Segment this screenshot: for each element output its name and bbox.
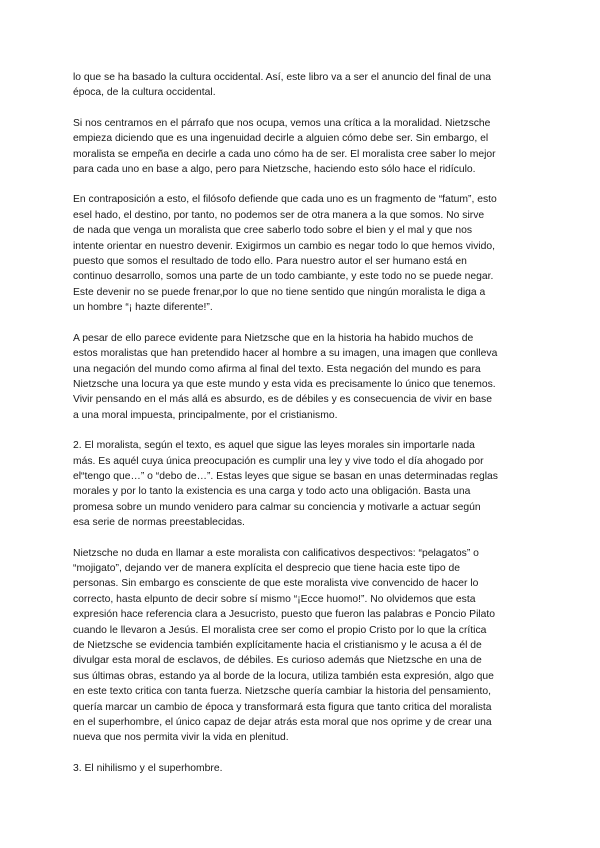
text-line: personas. Sin embargo es consciente de que este moralista vive convencido de hacer lo <box>73 578 479 590</box>
text-line: correcto, hasta elpunto de decir sobre sí mismo “¡Ecce huomo!”. No olvidemos que esta <box>73 593 476 605</box>
text-line: puesto que somos el resultado de todo ello. Para nuestro autor el ser humano está en <box>73 256 467 268</box>
text-line: 3. El nihilismo y el superhombre. <box>73 762 223 774</box>
text-line: divulgar esta moral de esclavos, de débiles. Es curioso además que Nietzsche en una de <box>73 655 482 667</box>
paragraph <box>73 192 535 315</box>
text-line: lo que se ha basado la cultura occidental. Así, este libro va a ser el anuncio del final de una <box>73 72 492 83</box>
text-line: en el superhombre, el único capaz de dejar atrás esta moral que nos oprime y de crear una <box>73 717 492 729</box>
text-line: en este texto critica con tanta fuerza. Nietzsche quería cambiar la historia del pensamiento, <box>73 686 491 698</box>
paragraph <box>73 438 535 530</box>
text-line: un hombre “¡ hazte diferente!”. <box>73 302 213 314</box>
text-line: expresión hace referencia clara a Jesucristo, puesto que fueron las palabras e Poncio Pilato <box>73 609 496 621</box>
text-line: época, de la cultura occidental. <box>73 87 216 99</box>
text-line: de nada que venga un moralista que cree saberlo todo sobre el bien y el mal y que nos <box>73 225 473 237</box>
text-line: Vivir pensando en el más allá es absurdo, es de débiles y es consecuencia de vivir en base <box>73 394 492 406</box>
text-line: continuo desarrollo, somos una parte de un todo cambiante, y este todo no se puede negar. <box>73 271 494 283</box>
document-body <box>73 70 535 791</box>
text-line: “mojigato”, dejando ver de manera explícita el desprecio que tiene hacia este tipo de <box>73 562 460 574</box>
text-line: más. Es aquél cuya única preocupación es cumplir una ley y vive todo el día ahogado por <box>73 455 484 467</box>
text-line: morales y por lo tanto la existencia es una carga y todo acto una obligación. Basta una <box>73 486 471 498</box>
text-line: estos moralistas que han pretendido hacer al hombre a su imagen, una imagen que conlleva <box>73 348 498 360</box>
text-line: esel hado, el destino, por tanto, no podemos ser de otra manera a la que somos. No sirve <box>73 209 485 221</box>
text-line: Nietzsche una locura ya que este mundo y esta vida es precisamente lo único que tenemos. <box>73 378 496 390</box>
text-line: empieza diciendo que es una ingenuidad decirle a alguien cómo debe ser. Sin embargo, el <box>73 133 489 145</box>
text-line: 2. El moralista, según el texto, es aquel que sigue las leyes morales sin importarle nada <box>73 440 475 452</box>
text-line: moralista se empeña en decirle a cada uno cómo ha de ser. El moralista cree saber lo mejor <box>73 148 496 160</box>
paragraph <box>73 546 535 746</box>
text-line: para cada uno en base a algo, pero para Nietzsche, haciendo esto sólo hace el ridículo. <box>73 164 476 176</box>
text-line: una negación del mundo como afirma al final del texto. Esta negación del mundo es para <box>73 363 481 375</box>
paragraph <box>73 70 535 101</box>
text-line: Este devenir no se puede frenar,por lo que no tiene sentido que ningún moralista le diga a <box>73 286 486 298</box>
text-line: promesa sobre un mundo venidero para calmar su conciencia y motivarle a actuar según <box>73 501 481 513</box>
text-line: A pesar de ello parece evidente para Nietzsche que en la historia ha habido muchos de <box>73 332 474 344</box>
text-line: cuando le llevaron a Jesús. El moralista cree ser como el propio Cristo por lo que la crítica <box>73 624 487 636</box>
text-line: quería marcar un cambio de época y transformará esta figura que tanto critica del moralista <box>73 701 492 713</box>
text-line: nueva que nos permita vivir la vida en plenitud. <box>73 732 289 744</box>
text-line: sus últimas obras, estando ya al borde de la locura, utiliza también esta expresión, algo que <box>73 670 494 682</box>
text-line: Nietzsche no duda en llamar a este moralista con calificativos despectivos: “pelagatos” o <box>73 547 479 559</box>
paragraph <box>73 116 535 178</box>
text-line: de Nietzsche se evidencia también explícitamente hacia el cristianismo y le acusa a él de <box>73 640 482 651</box>
text-line: el“tengo que…” o “debo de…”. Estas leyes que sigue se basan en unas determinadas reglas <box>73 470 498 482</box>
text-line: En contraposición a esto, el filósofo defiende que cada uno es un fragmento de “fatum”, esto <box>73 194 497 206</box>
text-line: intente orientar en nuestro devenir. Exigirmos un cambio es negar todo lo que hemos vivido, <box>73 240 496 252</box>
paragraph <box>73 761 535 776</box>
text-line: Si nos centramos en el párrafo que nos ocupa, vemos una crítica a la moralidad. Nietzsche <box>73 117 491 129</box>
text-line: a una moral impuesta, principalmente, por el cristianismo. <box>73 409 338 421</box>
paragraph <box>73 331 535 423</box>
text-line: esa serie de normas preestablecidas. <box>73 517 245 529</box>
